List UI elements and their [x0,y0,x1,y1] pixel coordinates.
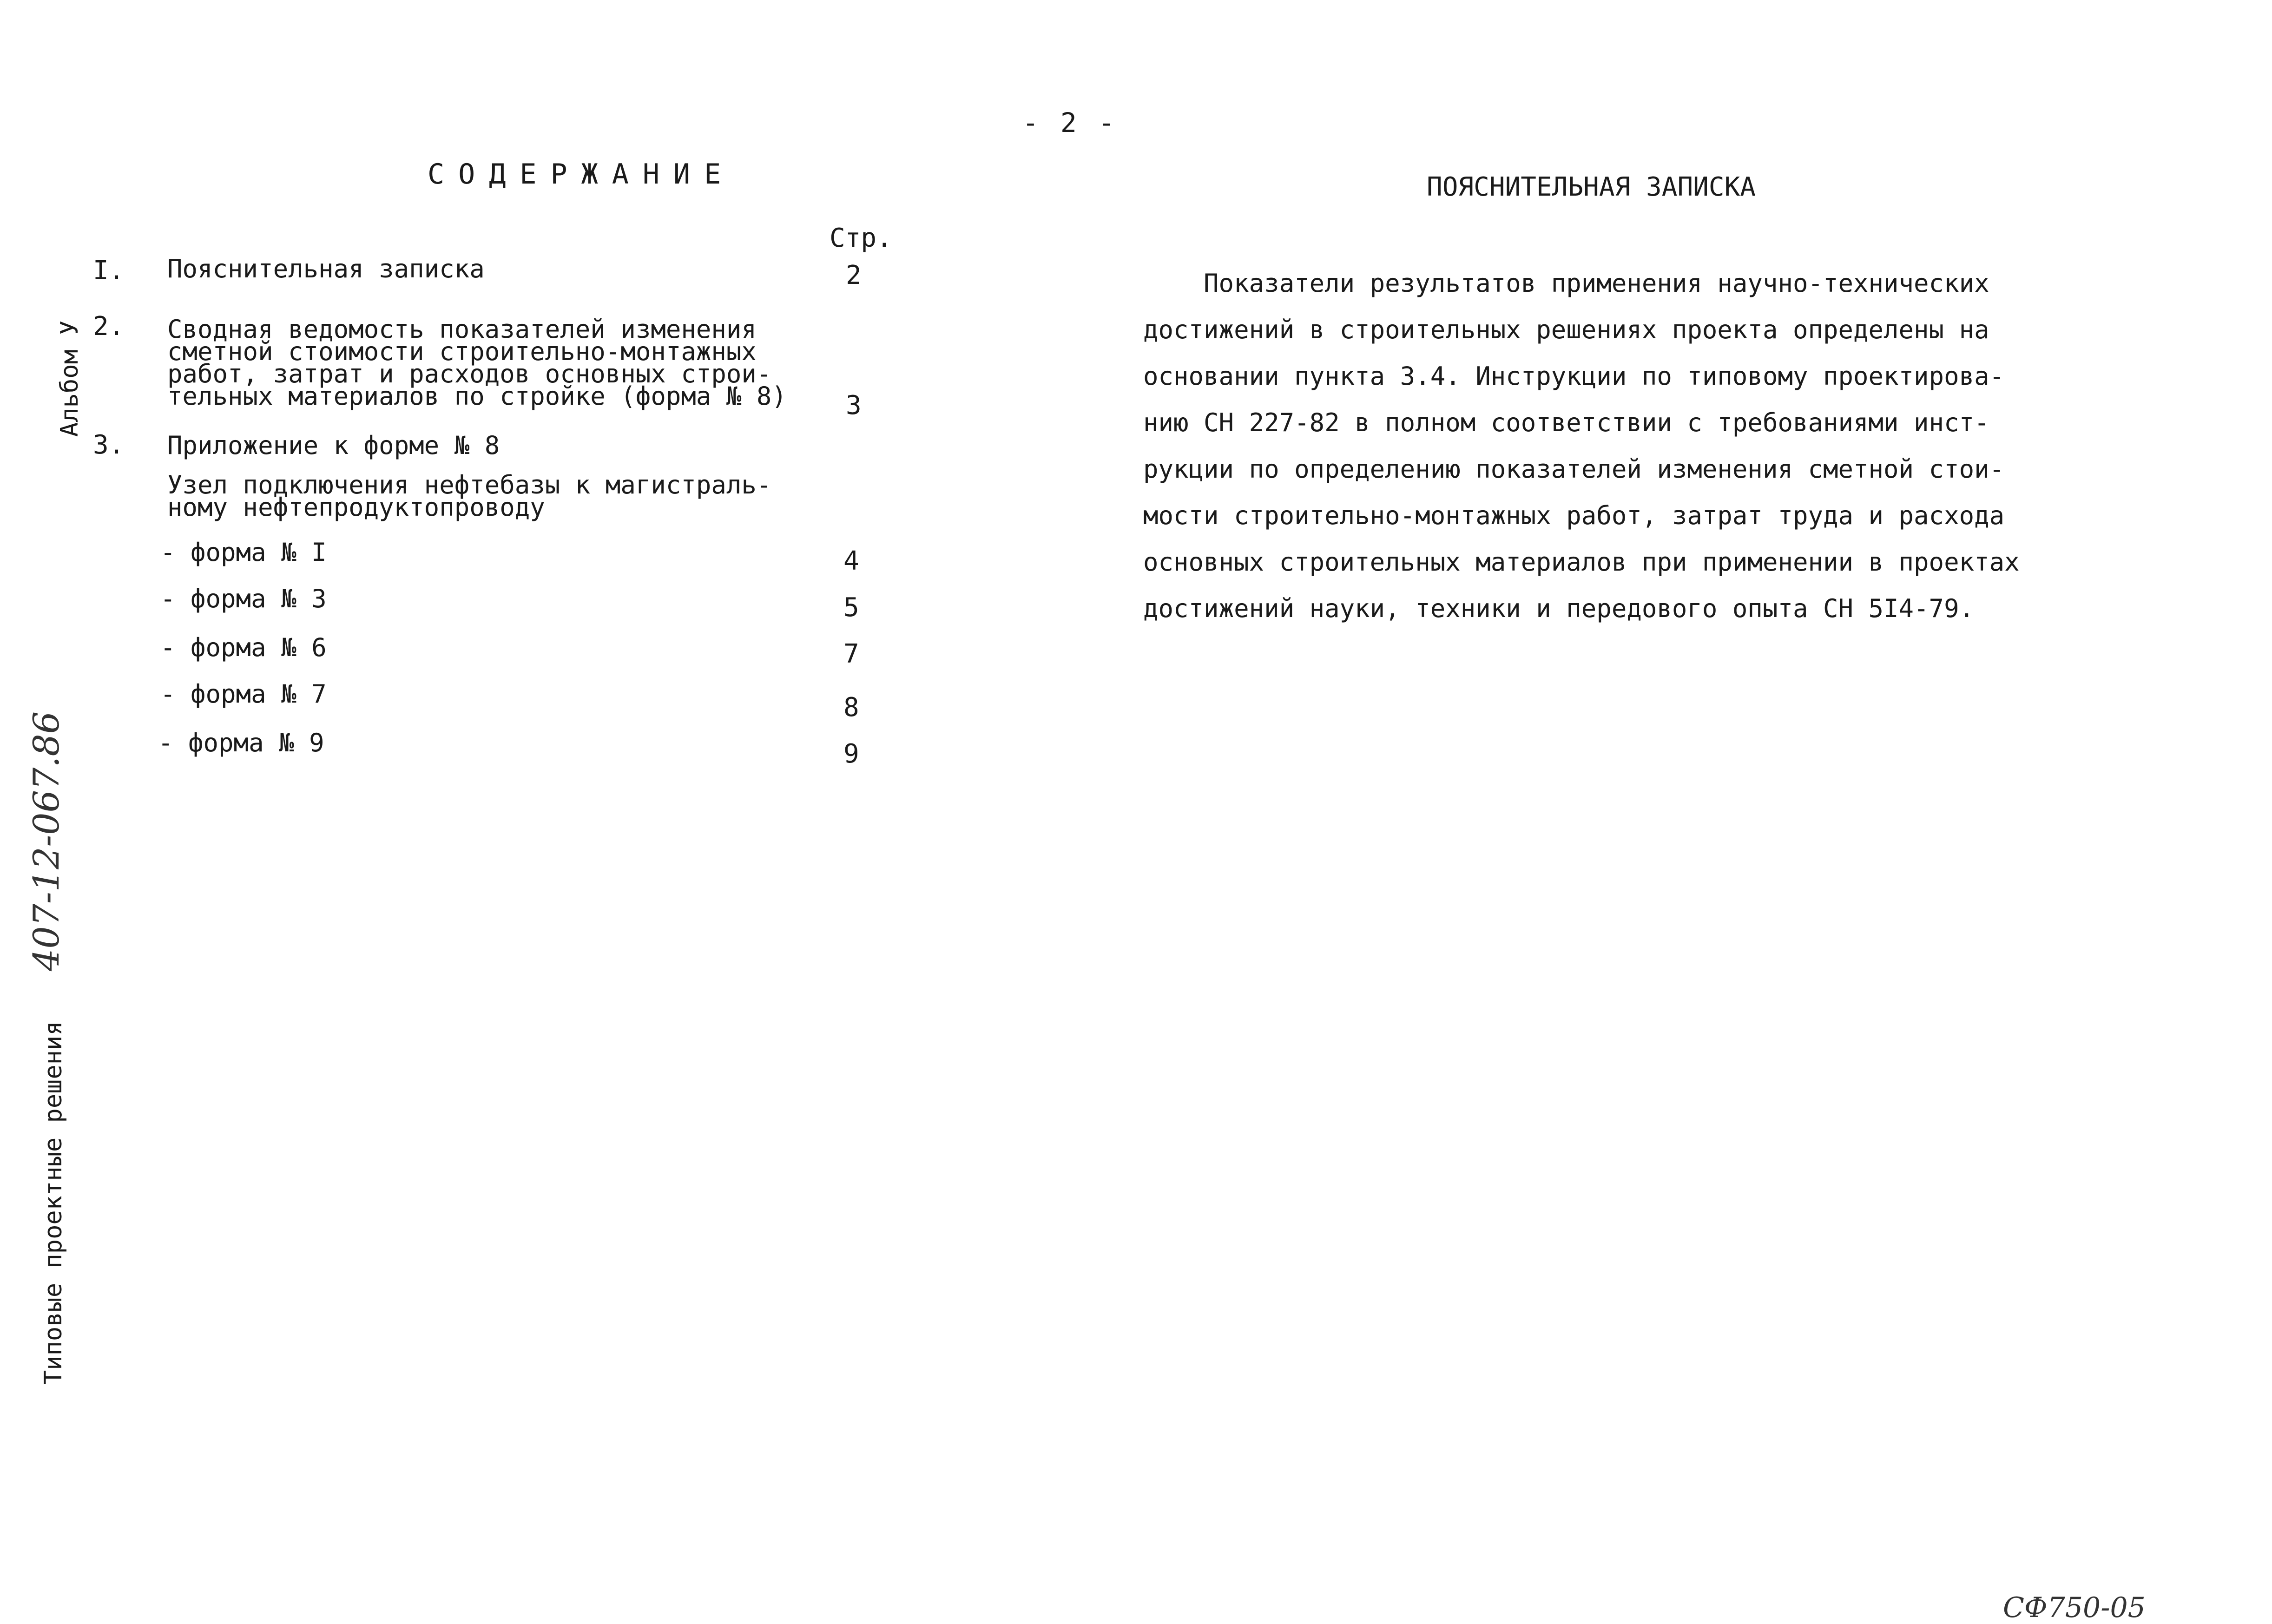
note-paragraph [1143,269,2020,641]
toc-item-text: Приложение к форме № 8 [167,431,500,460]
toc-item-page: 5 [843,592,859,623]
note-line: основании пункта 3.4. Инструкции по типовому проектирова- [1143,362,2005,391]
note-line: мости строительно-монтажных работ, затрат труда и расхода [1143,501,2005,530]
toc-form-item: - форма № 3 [160,584,327,613]
toc-item-number: 2. [93,311,125,342]
archive-stamp: СФ750-05 [2003,1591,2146,1624]
note-line: Показатели результатов применения научно-технических [1143,269,1989,298]
toc-subheading: Узел подключения нефтебазы к магистраль- ному нефтепродуктопроводу [167,470,772,522]
margin-album-label: Альбом У [56,320,84,437]
contents-title: СОДЕРЖАНИЕ [428,158,735,191]
note-line: основных строительных материалов при применении в проектах [1143,547,2020,577]
margin-series-label: Типовые проектные решения [40,1021,67,1385]
note-line: нию СН 227-82 в полном соответствии с требованиями инст- [1143,408,1989,437]
toc-form-item: - форма № 6 [160,633,327,662]
toc-item-text: Пояснительная записка [167,254,485,283]
toc-item-number: 3. [93,430,125,460]
toc-item-text: Сводная ведомость показателей изменения сметной стоимости строительно-монтажных работ, затрат и расходов основных строи- тельных материалов по стройке (форма № 8) [167,315,787,411]
note-line: рукции по определению показателей изменения сметной стои- [1143,454,2005,484]
toc-item-page: 8 [843,692,859,723]
toc-item-page: 4 [843,546,859,576]
note-line: достижений науки, техники и передового опыта СН 5I4-79. [1143,594,1975,623]
toc-item-page: 3 [846,390,862,421]
note-title: ПОЯСНИТЕЛЬНАЯ ЗАПИСКА [1427,172,1756,202]
margin-project-code: 407-12-067.86 [26,711,67,971]
toc-item-page: 9 [843,739,859,769]
toc-item-page: 7 [843,639,859,669]
toc-item-number: I. [93,256,125,286]
note-line: достижений в строительных решениях проекта определены на [1143,315,1989,344]
contents-page-column-header: Стр. [830,223,892,253]
page-number: - 2 - [1022,107,1118,138]
toc-item-page: 2 [846,260,862,290]
toc-form-item: - форма № 7 [160,679,327,709]
toc-form-item: - форма № 9 [158,728,324,757]
toc-form-item: - форма № I [160,538,327,567]
